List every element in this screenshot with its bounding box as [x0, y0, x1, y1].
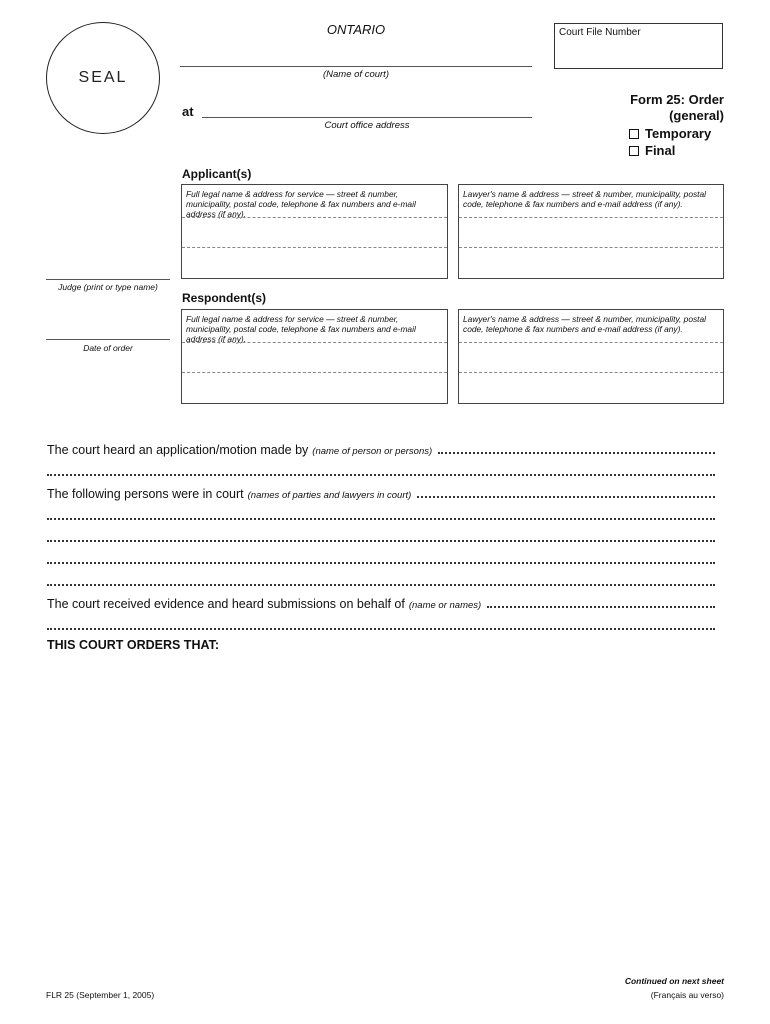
applicants-title: Applicant(s) [182, 167, 252, 181]
dotted-fill [47, 584, 715, 586]
dotted-line[interactable] [47, 507, 715, 523]
orders-heading: THIS COURT ORDERS THAT: [47, 638, 219, 652]
respondent-party-divider [182, 342, 447, 343]
dotted-fill [487, 606, 715, 608]
continued-note: Continued on next sheet [624, 976, 724, 986]
respondent-lawyer-box[interactable] [458, 309, 724, 404]
form-title-line1: Form 25: Order [630, 92, 724, 107]
judge-label: Judge (print or type name) [58, 282, 158, 292]
dotted-fill [47, 628, 715, 630]
respondent-party-box[interactable] [181, 309, 448, 404]
french-note: (Français au verso) [650, 990, 724, 1000]
heard-text: The court heard an application/motion made by [47, 443, 309, 457]
applicant-lawyer-box[interactable] [458, 184, 724, 279]
applicant-lawyer-divider [459, 217, 723, 218]
court-file-number-label: Court File Number [559, 27, 641, 38]
evidence-line[interactable] [47, 595, 715, 611]
province-title: ONTARIO [326, 22, 386, 37]
respondent-lawyer-caption: Lawyer's name & address — street & number, municipality, postal code, telephone & fax numbers and e-mail address (if any). [463, 314, 707, 334]
persons-hint: (names of parties and lawyers in court) [247, 490, 412, 501]
dotted-fill [47, 518, 715, 520]
evidence-text: The court received evidence and heard submissions on behalf of [47, 597, 405, 611]
dotted-fill [47, 562, 715, 564]
dotted-fill [438, 452, 715, 454]
form-title [630, 92, 724, 124]
form-id: FLR 25 (September 1, 2005) [46, 990, 155, 1000]
form-title-line2: (general) [669, 108, 724, 123]
court-name-line[interactable] [180, 66, 532, 67]
temporary-checkbox[interactable] [629, 129, 639, 139]
date-line[interactable] [46, 339, 170, 340]
respondent-party-caption: Full legal name & address for service — street & number, municipality, postal code, telephone & fax numbers and e-mail address (if any). [186, 314, 416, 344]
seal-text: SEAL [78, 69, 128, 86]
respondent-party-divider [182, 372, 447, 373]
dotted-fill [47, 540, 715, 542]
persons-in-court-line[interactable] [47, 485, 715, 501]
at-label: at [182, 104, 194, 119]
respondents-title: Respondent(s) [182, 291, 266, 305]
option-final[interactable] [629, 143, 675, 158]
dotted-line[interactable] [47, 617, 715, 633]
applicant-party-divider [182, 247, 447, 248]
applicant-lawyer-caption: Lawyer's name & address — street & number, municipality, postal code, telephone & fax numbers and e-mail address (if any). [463, 189, 707, 209]
persons-text: The following persons were in court [47, 487, 244, 501]
court-name-label: (Name of court) [323, 69, 389, 80]
dotted-line[interactable] [47, 551, 715, 567]
final-label: Final [645, 143, 676, 158]
court-address-line[interactable] [202, 117, 532, 118]
heard-application-line[interactable] [47, 441, 715, 457]
heard-hint: (name of person or persons) [312, 446, 433, 457]
applicant-party-box[interactable] [181, 184, 448, 279]
seal-circle [46, 22, 160, 134]
dotted-fill [47, 474, 715, 476]
applicant-party-divider [182, 217, 447, 218]
evidence-hint: (name or names) [408, 600, 482, 611]
applicant-lawyer-divider [459, 247, 723, 248]
dotted-fill [417, 496, 715, 498]
judge-line[interactable] [46, 279, 170, 280]
dotted-line[interactable] [47, 573, 715, 589]
date-label: Date of order [83, 343, 133, 353]
temporary-label: Temporary [645, 126, 712, 141]
applicant-party-caption: Full legal name & address for service — street & number, municipality, postal code, telephone & fax numbers and e-mail address (if any). [186, 189, 416, 219]
final-checkbox[interactable] [629, 146, 639, 156]
respondent-lawyer-divider [459, 342, 723, 343]
court-file-number-box[interactable] [554, 23, 723, 69]
dotted-line[interactable] [47, 529, 715, 545]
respondent-lawyer-divider [459, 372, 723, 373]
dotted-line[interactable] [47, 463, 715, 479]
court-address-label: Court office address [324, 120, 410, 131]
option-temporary[interactable] [629, 126, 711, 141]
